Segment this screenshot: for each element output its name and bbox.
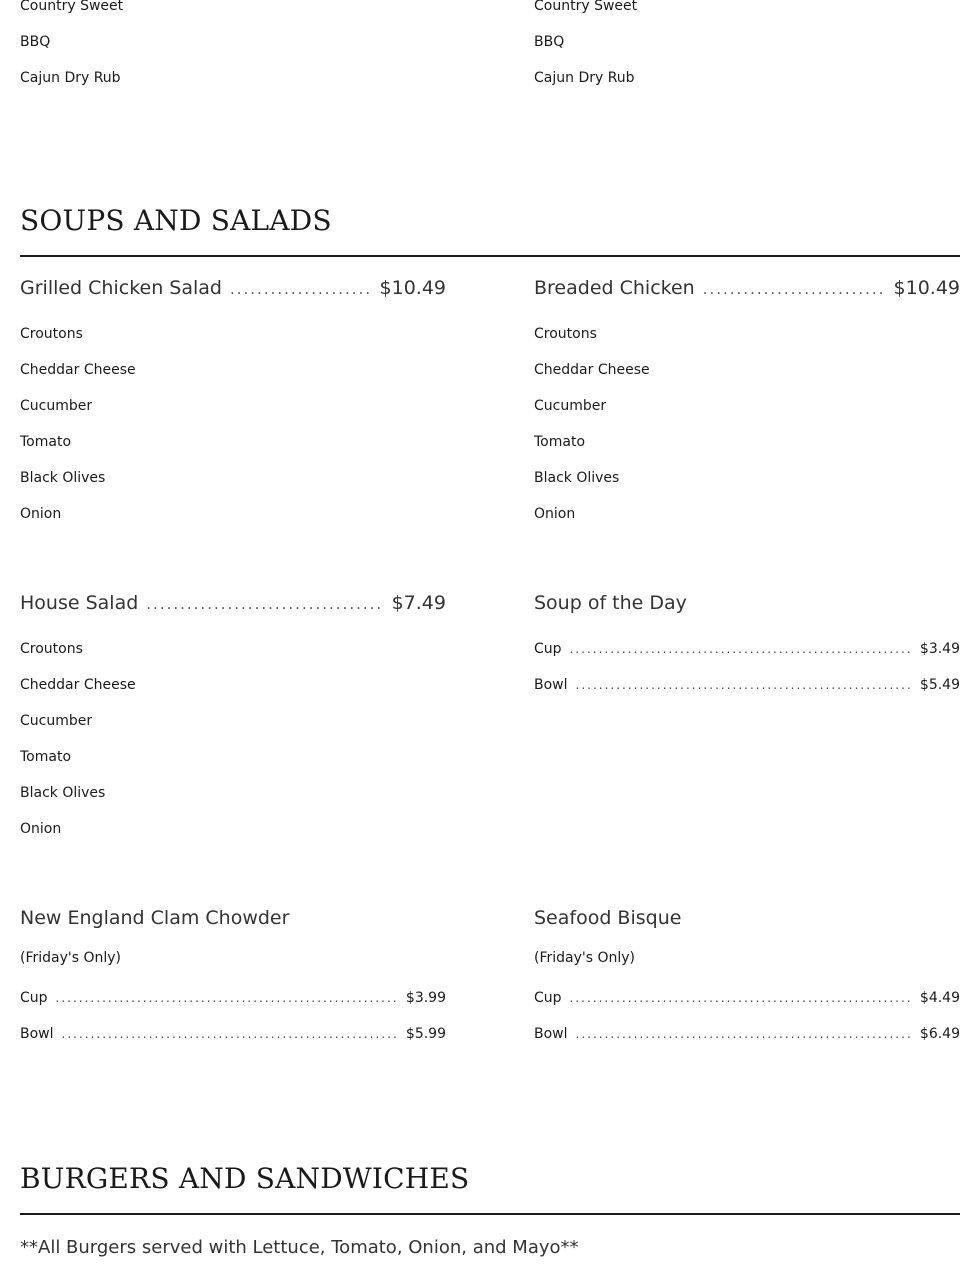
topping-item: Black Olives: [20, 785, 106, 801]
dot-leader: [62, 1016, 398, 1052]
item-note: (Friday's Only): [20, 950, 122, 966]
flavor-item: Cajun Dry Rub: [20, 70, 121, 86]
item-heading: [20, 592, 446, 622]
size-price: $4.49: [919, 990, 960, 1006]
size-price: $5.49: [919, 677, 960, 693]
item-name: Seafood Bisque: [534, 907, 682, 929]
topping-item: Black Olives: [20, 470, 106, 486]
size-label: Cup: [534, 641, 562, 657]
dot-leader: [576, 1016, 912, 1052]
section-title-burgers-sandwiches: BURGERS AND SANDWICHES: [20, 1162, 470, 1195]
flavor-item: Cajun Dry Rub: [534, 70, 635, 86]
menu-item-breaded-chicken: [534, 277, 960, 532]
item-name: Soup of the Day: [534, 592, 687, 614]
topping-item: Cucumber: [534, 398, 607, 414]
menu-page: [20, 0, 960, 1268]
size-label: Cup: [20, 990, 48, 1006]
size-price-row: [534, 980, 960, 1016]
topping-item: Cucumber: [20, 713, 93, 729]
size-label: Bowl: [534, 1026, 568, 1042]
size-label: Bowl: [20, 1026, 54, 1042]
size-price: $3.99: [405, 990, 446, 1006]
item-name: New England Clam Chowder: [20, 907, 290, 929]
size-price-row: [20, 1016, 446, 1052]
item-note: (Friday's Only): [534, 950, 636, 966]
burgers-note: **All Burgers served with Lettuce, Tomato, Onion, and Mayo**: [20, 1237, 579, 1258]
item-heading: [20, 907, 446, 937]
topping-item: Croutons: [20, 326, 83, 342]
menu-item-seafood-bisque: [534, 907, 960, 1052]
item-name: Breaded Chicken: [534, 277, 695, 299]
item-name: House Salad: [20, 592, 139, 614]
topping-item: Onion: [20, 821, 62, 837]
topping-item: Cheddar Cheese: [20, 362, 136, 378]
topping-item: Croutons: [20, 641, 83, 657]
wings-flavor-list-left: [20, 0, 446, 96]
menu-item-house-salad: [20, 592, 446, 847]
item-price: $10.49: [893, 277, 960, 299]
size-price: $3.49: [919, 641, 960, 657]
size-price: $5.99: [405, 1026, 446, 1042]
menu-item-soup-of-the-day: [534, 592, 960, 703]
topping-item: Black Olives: [534, 470, 620, 486]
section-title-soups-salads: SOUPS AND SALADS: [20, 204, 332, 237]
flavor-item: Country Sweet: [534, 0, 638, 14]
topping-item: Tomato: [20, 749, 72, 765]
dot-leader: [570, 631, 912, 667]
topping-item: Tomato: [20, 434, 72, 450]
item-price: $7.49: [391, 592, 446, 614]
item-price: $10.49: [379, 277, 446, 299]
size-price-row: [534, 667, 960, 703]
topping-item: Cheddar Cheese: [534, 362, 650, 378]
dot-leader: [570, 980, 912, 1016]
menu-item-clam-chowder: [20, 907, 446, 1052]
item-heading: [534, 277, 960, 307]
topping-item: Onion: [20, 506, 62, 522]
flavor-item: Country Sweet: [20, 0, 124, 14]
dot-leader: [703, 280, 886, 298]
size-price-row: [20, 980, 446, 1016]
section-divider: [20, 1213, 960, 1215]
flavor-item: BBQ: [534, 34, 565, 50]
section-divider: [20, 255, 960, 257]
size-label: Bowl: [534, 677, 568, 693]
item-heading: [20, 277, 446, 307]
dot-leader: [56, 980, 398, 1016]
topping-item: Cucumber: [20, 398, 93, 414]
item-name: Grilled Chicken Salad: [20, 277, 222, 299]
item-heading: [534, 907, 960, 937]
topping-item: Tomato: [534, 434, 586, 450]
size-price: $6.49: [919, 1026, 960, 1042]
dot-leader: [146, 595, 383, 613]
size-label: Cup: [534, 990, 562, 1006]
topping-item: Cheddar Cheese: [20, 677, 136, 693]
wings-flavor-list-right: [534, 0, 960, 96]
item-heading: [534, 592, 960, 622]
flavor-item: BBQ: [20, 34, 51, 50]
dot-leader: [230, 280, 372, 298]
topping-item: Croutons: [534, 326, 597, 342]
size-price-row: [534, 631, 960, 667]
size-price-row: [534, 1016, 960, 1052]
dot-leader: [576, 667, 912, 703]
menu-item-grilled-chicken-salad: [20, 277, 446, 532]
topping-item: Onion: [534, 506, 576, 522]
